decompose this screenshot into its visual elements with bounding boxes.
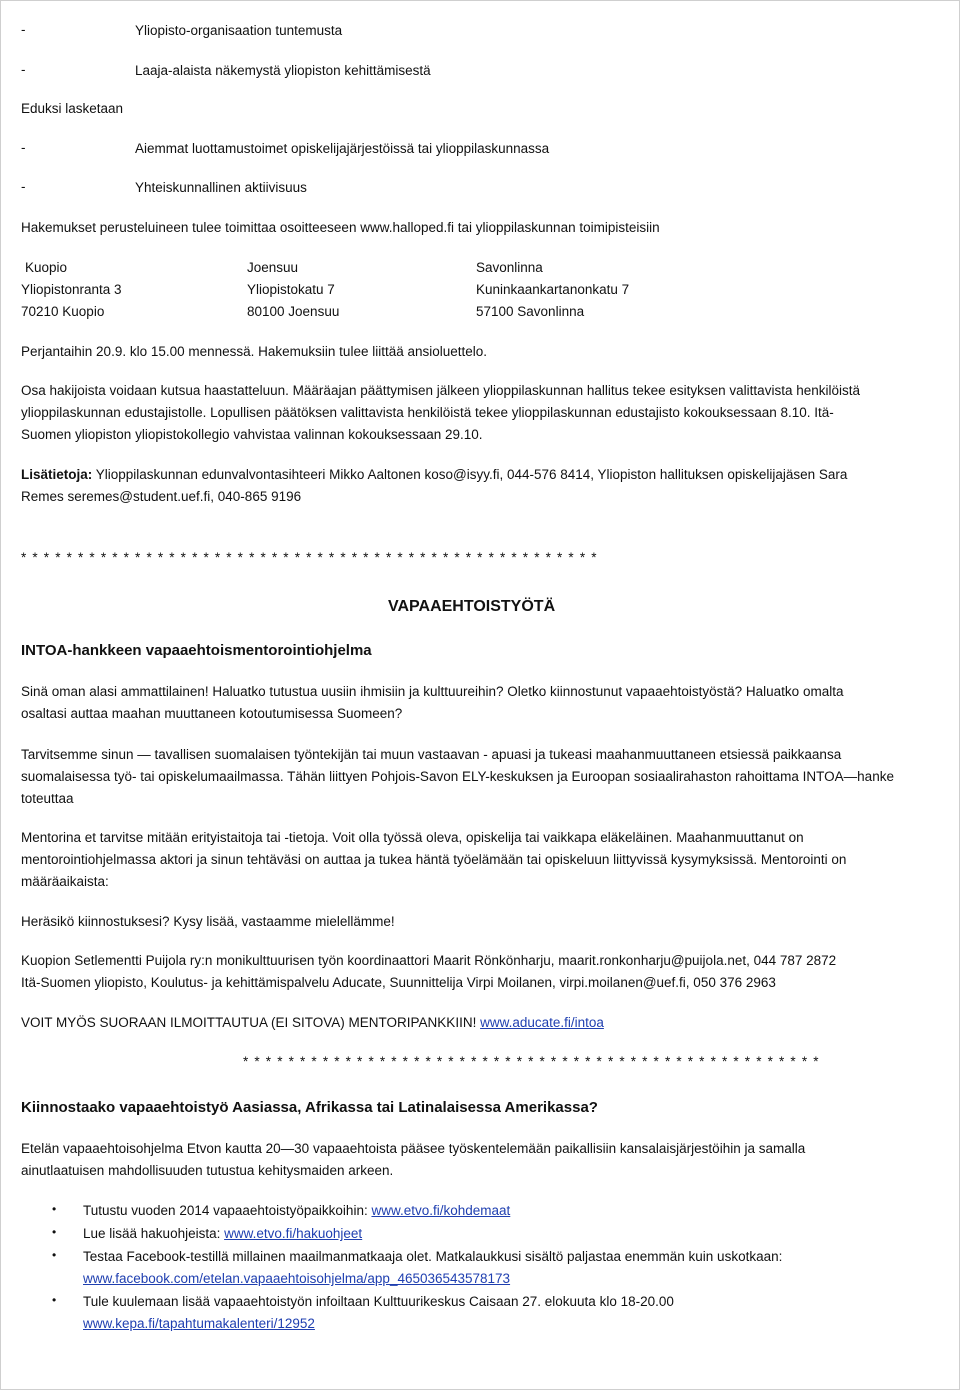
process-line: Suomen yliopiston yliopistokollegio vahvistaa valinnan kokouksessaan 29.10. [21, 427, 483, 442]
merit-title: Eduksi lasketaan [21, 101, 124, 116]
intoa-paragraph: määräaikaista: [21, 874, 109, 889]
bullet-icon: • [52, 1293, 57, 1307]
bullet-item [83, 1225, 362, 1243]
bullet-text: Tule kuulemaan lisää vapaaehtoistyön infoiltaan Kulttuurikeskus Caisaan 27. elokuuta klo 18-20.00 [83, 1294, 674, 1309]
facebook-link[interactable]: www.facebook.com/etelan.vapaaehtoisohjelma/app_465036543578173 [83, 1271, 511, 1286]
office-street: Kuninkaankartanonkatu 7 [476, 282, 630, 297]
list-item: Yhteiskunnallinen aktiivisuus [135, 180, 307, 195]
office-street: Yliopistonranta 3 [21, 282, 122, 297]
bullet-text: Tutustu vuoden 2014 vapaaehtoistyöpaikkoihin: [83, 1203, 372, 1218]
register-text: VOIT MYÖS SUORAAN ILMOITTAUTUA (EI SITOVA) MENTORIPANKKIIN! [21, 1015, 481, 1030]
intoa-paragraph: Sinä oman alasi ammattilainen! Haluatko tutustua uusiin ihmisiin ja kulttuureihin? Oletko kiinnostunut vapaaehtoistyöstä? Haluatko omalta [21, 684, 844, 699]
bullet-icon: • [52, 1248, 57, 1262]
applications-line: Hakemukset perusteluineen tulee toimittaa osoitteeseen www.halloped.fi tai ylioppilaskunnan toimipisteisiin [21, 220, 660, 235]
office-city: Kuopio [25, 260, 68, 275]
list-item: Laaja-alaista näkemystä yliopiston kehittämisestä [135, 63, 431, 78]
info-line [21, 466, 847, 484]
contact-line: Kuopion Setlementti Puijola ry:n monikulttuurisen työn koordinaattori Maarit Rönkönharju, maarit.ronkonharju@puijola.net, 044 787 2872 [21, 953, 837, 968]
list-dash: - [21, 179, 26, 194]
etvo-title: Kiinnostaako vapaaehtoistyö Aasiassa, Afrikassa tai Latinalaisessa Amerikassa? [21, 1099, 598, 1116]
kohdemaat-link[interactable]: www.etvo.fi/kohdemaat [371, 1203, 511, 1218]
bullet-item [83, 1202, 510, 1220]
intoa-title: INTOA-hankkeen vapaaehtoismentorointiohjelma [21, 642, 372, 659]
bullet-text: Testaa Facebook-testillä millainen maailmanmatkaaja olet. Matkalaukkusi sisältö paljastaa enemmän kuin uskotkaan: [83, 1249, 783, 1264]
intoa-paragraph: suomalaisessa työ- tai opiskelumaailmassa. Tähän liittyen Pohjois-Savon ELY-keskuksen ja Euroopan sosiaalirahaston rahoittama INTOA—hanke [21, 769, 894, 784]
office-postal: 70210 Kuopio [21, 304, 105, 319]
process-line: ylioppilaskunnan edustajistolle. Lopullisen päätöksen valittavista henkilöistä tekee ylioppilaskunnan edustajisto kokouksessaan 8.10. Itä- [21, 405, 834, 420]
office-city: Savonlinna [476, 260, 543, 275]
intoa-paragraph: osaltasi auttaa maahan muuttaneen kotoutumisessa Suomeen? [21, 706, 403, 721]
office-postal: 57100 Savonlinna [476, 304, 585, 319]
aducate-link[interactable]: www.aducate.fi/intoa [480, 1015, 604, 1030]
office-postal: 80100 Joensuu [247, 304, 340, 319]
bullet-icon: • [52, 1225, 57, 1239]
intoa-question: Heräsikö kiinnostuksesi? Kysy lisää, vastaamme mielellämme! [21, 914, 395, 929]
bullet-link-line [83, 1270, 510, 1288]
hakuohjeet-link[interactable]: www.etvo.fi/hakuohjeet [224, 1226, 363, 1241]
info-line-2: Remes seremes@student.uef.fi, 040-865 9196 [21, 489, 302, 504]
register-line [21, 1014, 604, 1032]
list-item: Yliopisto-organisaation tuntemusta [135, 23, 343, 38]
office-city: Joensuu [247, 260, 299, 275]
intoa-paragraph: Mentorina et tarvitse mitään erityistaitoja tai -tietoja. Voit olla työssä oleva, opiskelija tai vaikkapa eläkeläinen. Maahanmuuttanut on [21, 830, 804, 845]
bullet-text: Lue lisää hakuohjeista: [83, 1226, 225, 1241]
process-line: Osa hakijoista voidaan kutsua haastatteluun. Määräajan päättymisen jälkeen ylioppilaskunnan hallitus tekee esityksen valittavista henkilöistä [21, 383, 860, 398]
list-item: Aiemmat luottamustoimet opiskelijajärjestöissä tai ylioppilaskunnassa [135, 141, 550, 156]
separator: * * * * * * * * * * * * * * * * * * * * * * * * * * * * * * * * * * * * * * * * * * * * * * * * * * * [243, 1054, 820, 1069]
list-dash: - [21, 62, 26, 77]
list-dash: - [21, 22, 26, 37]
kepa-link[interactable]: www.kepa.fi/tapahtumakalenteri/12952 [83, 1316, 315, 1331]
contact-line: Itä-Suomen yliopisto, Koulutus- ja kehittämispalvelu Aducate, Suunnittelija Virpi Moilanen, virpi.moilanen@uef.fi, 050 376 2963 [21, 975, 776, 990]
office-street: Yliopistokatu 7 [247, 282, 335, 297]
list-dash: - [21, 140, 26, 155]
bullet-icon: • [52, 1202, 57, 1216]
intoa-paragraph: mentorointiohjelmassa aktori ja sinun tehtäväsi on auttaa ja tukea häntä työelämään tai opiskeluun liittyvissä kysymyksissä. Mentorointi on [21, 852, 847, 867]
info-label: Lisätietoja: [21, 467, 93, 482]
separator: * * * * * * * * * * * * * * * * * * * * * * * * * * * * * * * * * * * * * * * * * * * * * * * * * * * [21, 550, 598, 565]
intoa-paragraph: toteuttaa [21, 791, 74, 806]
section-title: VAPAAEHTOISTYÖTÄ [388, 598, 556, 615]
info-text: Ylioppilaskunnan edunvalvontasihteeri Mikko Aaltonen koso@isyy.fi, 044-576 8414, Yliopiston hallituksen opiskelijajäsen Sara [92, 467, 848, 482]
etvo-intro: ainutlaatuisen mahdollisuuden tutustua kehitysmaiden arkeen. [21, 1163, 394, 1178]
intoa-paragraph: Tarvitsemme sinun — tavallisen suomalaisen työntekijän tai muun vastaavan - apuasi ja tukeasi maahanmuuttaneen etsiessä paikkaansa [21, 747, 842, 762]
deadline-line: Perjantaihin 20.9. klo 15.00 mennessä. Hakemuksiin tulee liittää ansioluettelo. [21, 344, 488, 359]
bullet-link-line [83, 1315, 315, 1333]
etvo-intro: Etelän vapaaehtoisohjelma Etvon kautta 20—30 vapaaehtoista pääsee työskentelemään paikallisiin kansalaisjärjestöihin ja samalla [21, 1141, 806, 1156]
